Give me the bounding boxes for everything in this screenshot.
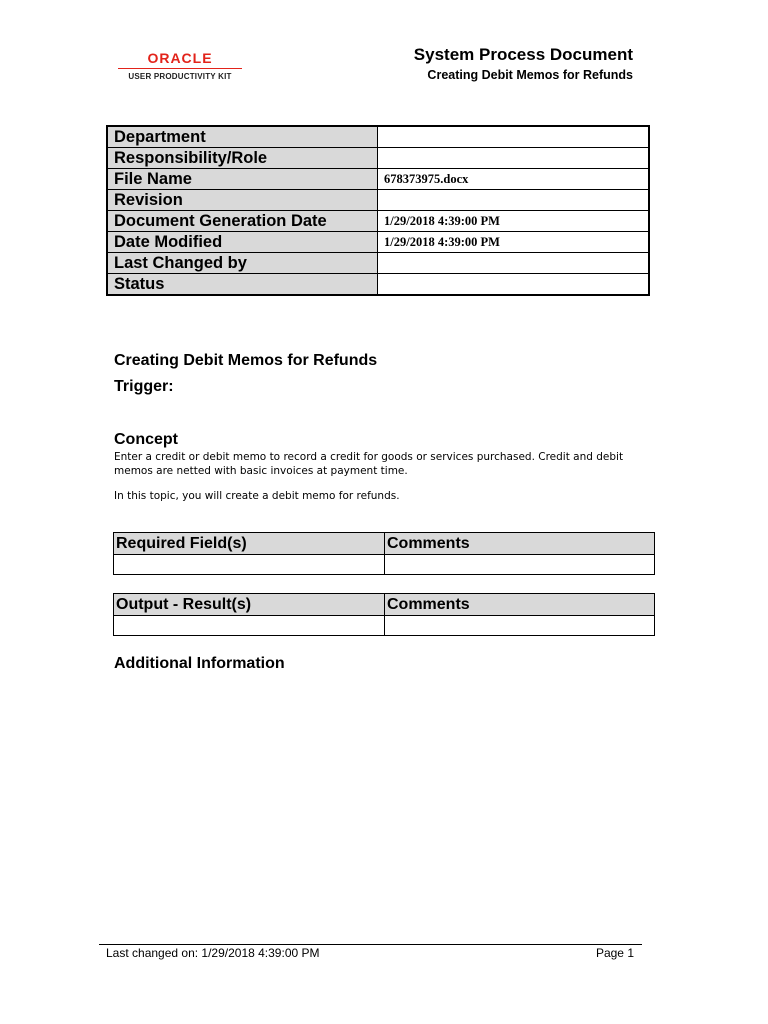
property-label: Status bbox=[107, 274, 378, 296]
property-row-last-changed-by bbox=[107, 253, 649, 274]
logo-brand: ORACLE bbox=[147, 50, 213, 66]
property-row-date-modified bbox=[107, 232, 649, 253]
column-header-output-results: Output - Result(s) bbox=[114, 594, 385, 616]
table-row bbox=[114, 555, 655, 575]
column-header-comments: Comments bbox=[385, 594, 655, 616]
property-label: File Name bbox=[107, 169, 378, 190]
table-cell bbox=[385, 555, 655, 575]
property-row-file-name bbox=[107, 169, 649, 190]
oracle-upk-logo bbox=[118, 50, 242, 82]
table-cell bbox=[385, 616, 655, 636]
footer-last-changed: Last changed on: 1/29/2018 4:39:00 PM bbox=[106, 946, 320, 960]
property-row-department bbox=[107, 126, 649, 148]
property-value bbox=[378, 274, 650, 296]
column-header-comments: Comments bbox=[385, 533, 655, 555]
property-label: Document Generation Date bbox=[107, 211, 378, 232]
property-value bbox=[378, 148, 650, 169]
document-subtitle: Creating Debit Memos for Refunds bbox=[427, 68, 633, 82]
required-fields-table bbox=[113, 532, 655, 575]
property-row-status bbox=[107, 274, 649, 296]
property-label: Responsibility/Role bbox=[107, 148, 378, 169]
table-header-row bbox=[114, 533, 655, 555]
concept-paragraph: Enter a credit or debit memo to record a credit for goods or services purchased. Credit and debit memos are netted with basic invoices at payment time. bbox=[114, 451, 624, 477]
property-label: Last Changed by bbox=[107, 253, 378, 274]
table-row bbox=[114, 616, 655, 636]
property-row-generation-date bbox=[107, 211, 649, 232]
concept-heading: Concept bbox=[114, 431, 178, 448]
property-value: 1/29/2018 4:39:00 PM bbox=[378, 211, 650, 232]
document-title: System Process Document bbox=[413, 45, 633, 64]
table-cell bbox=[114, 616, 385, 636]
property-label: Date Modified bbox=[107, 232, 378, 253]
output-results-table bbox=[113, 593, 655, 636]
property-value bbox=[378, 190, 650, 211]
logo-tagline: USER PRODUCTIVITY KIT bbox=[128, 72, 232, 81]
property-value: 678373975.docx bbox=[378, 169, 650, 190]
property-value bbox=[378, 253, 650, 274]
concept-paragraph-topic: In this topic, you will create a debit memo for refunds. bbox=[114, 490, 400, 502]
property-value: 1/29/2018 4:39:00 PM bbox=[378, 232, 650, 253]
property-label: Revision bbox=[107, 190, 378, 211]
additional-information-heading: Additional Information bbox=[114, 655, 285, 672]
property-row-revision bbox=[107, 190, 649, 211]
section-heading-main: Creating Debit Memos for Refunds bbox=[114, 352, 378, 369]
property-row-responsibility bbox=[107, 148, 649, 169]
document-properties-table bbox=[106, 125, 650, 296]
column-header-required-fields: Required Field(s) bbox=[114, 533, 385, 555]
table-cell bbox=[114, 555, 385, 575]
property-label: Department bbox=[107, 126, 378, 148]
footer-divider bbox=[99, 944, 642, 945]
logo-divider bbox=[118, 68, 242, 69]
property-value bbox=[378, 126, 650, 148]
trigger-heading: Trigger: bbox=[114, 378, 174, 395]
footer-page-number: Page 1 bbox=[595, 946, 634, 960]
table-header-row bbox=[114, 594, 655, 616]
